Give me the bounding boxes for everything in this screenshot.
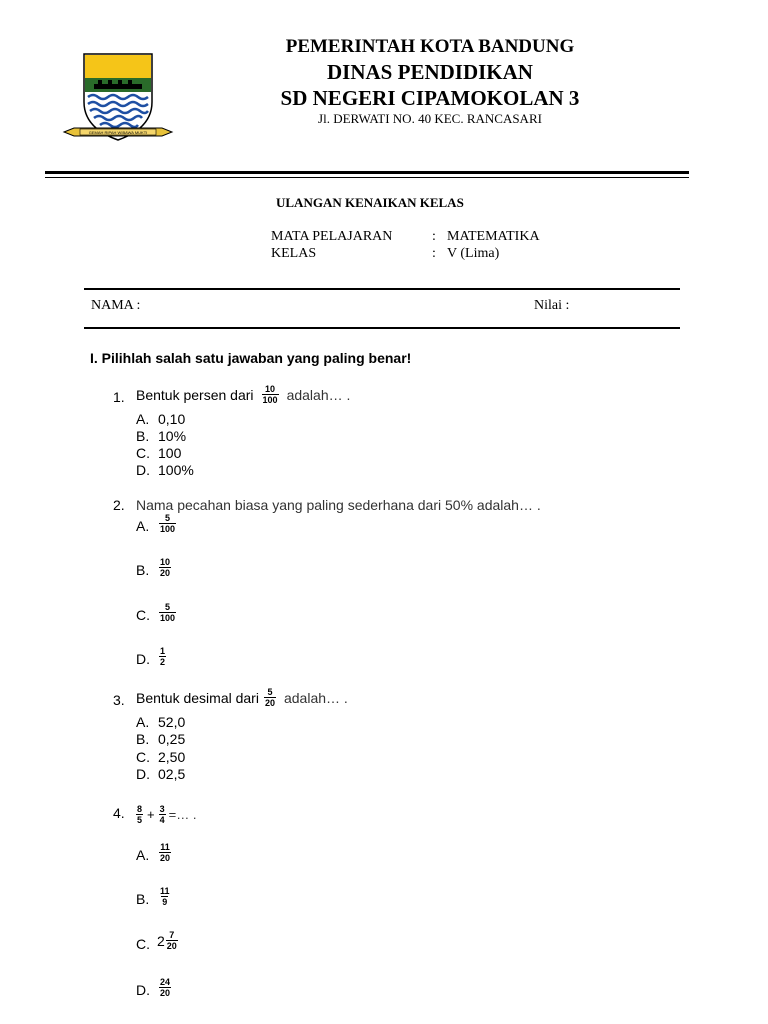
question-number: 4.: [113, 805, 125, 821]
q3-fraction: [264, 687, 276, 708]
fraction-denominator: 20: [160, 568, 171, 578]
option-letter: B.: [136, 562, 150, 578]
option-fraction: [156, 977, 174, 998]
fraction-denominator: 20: [160, 988, 171, 998]
fraction-numerator: 11: [160, 886, 170, 896]
option-value: 2,50: [158, 749, 186, 765]
fraction-denominator: 20: [160, 853, 171, 863]
option-letter: D.: [136, 651, 150, 667]
subject-value: MATEMATIKA: [447, 229, 540, 244]
option-letter: C.: [136, 749, 150, 765]
fraction-numerator: 24: [160, 977, 171, 987]
fraction-numerator: 3: [159, 804, 165, 814]
option-letter: B.: [136, 428, 150, 444]
fraction-numerator: 5: [165, 513, 171, 523]
name-label: NAMA :: [91, 298, 141, 313]
logo-banner-text: GEMAH RIPAH WIBAWA MUKTI: [88, 130, 148, 135]
fraction-denominator: 100: [160, 613, 176, 623]
fraction-denominator: 2: [160, 657, 166, 667]
option-fraction: [156, 886, 174, 907]
option-value: 52,0: [158, 714, 186, 730]
plus-sign: +: [147, 807, 155, 822]
school-logo: [60, 50, 176, 146]
option-letter: B.: [136, 731, 150, 747]
header-department: DINAS PENDIDIKAN: [327, 60, 533, 84]
option-fraction: [156, 602, 179, 623]
fraction-numerator: 8: [137, 804, 143, 814]
fraction-numerator: 1: [160, 646, 166, 656]
fraction-denominator: 4: [159, 815, 165, 825]
option-fraction: [156, 557, 174, 578]
option-letter: B.: [136, 891, 150, 907]
fraction-denominator: 9: [162, 897, 168, 907]
fraction-numerator: 10: [265, 384, 276, 394]
header-government: PEMERINTAH KOTA BANDUNG: [285, 36, 575, 57]
mixed-whole: 2: [157, 932, 165, 949]
question-1-text: [136, 384, 350, 405]
option-fraction: [156, 842, 174, 863]
option-fraction: [156, 513, 179, 534]
score-label: Nilai :: [534, 298, 570, 313]
option-letter: C.: [136, 445, 150, 461]
option-fraction: [156, 646, 169, 667]
option-letter: A.: [136, 411, 150, 427]
subject-colon: :: [432, 229, 436, 244]
option-value: 0,25: [158, 731, 186, 747]
class-label: KELAS: [271, 246, 317, 261]
fraction-denominator: 20: [264, 698, 275, 708]
fraction-denominator: 20: [166, 941, 177, 951]
q1-before: Bentuk persen dari: [136, 386, 254, 403]
section-title: I. Pilihlah salah satu jawaban yang paling benar!: [90, 350, 412, 366]
name-box-top-line: [84, 288, 680, 290]
question-number: 2.: [113, 497, 125, 513]
option-value: 02,5: [158, 766, 186, 782]
q3-before: Bentuk desimal dari: [136, 689, 259, 706]
fraction-numerator: 5: [267, 687, 273, 697]
q1-fraction: [262, 384, 279, 405]
question-number: 3.: [113, 692, 125, 708]
header-address: Jl. DERWATI NO. 40 KEC. RANCASARI: [318, 111, 542, 126]
name-box-bottom-line: [84, 327, 680, 329]
option-letter: D.: [136, 982, 150, 998]
q1-after: adalah… .: [286, 386, 351, 403]
option-letter: C.: [136, 936, 150, 952]
exam-title: ULANGAN KENAIKAN KELAS: [276, 195, 464, 210]
q3-after: adalah… .: [283, 689, 348, 706]
fraction-numerator: 11: [160, 842, 170, 852]
q4-after: =… .: [168, 807, 197, 822]
header-school-name: SD NEGERI CIPAMOKOLAN 3: [280, 86, 580, 110]
header-divider: [45, 171, 689, 174]
question-number: 1.: [113, 389, 125, 405]
option-letter: D.: [136, 462, 150, 478]
fraction-denominator: 100: [262, 395, 278, 405]
option-letter: A.: [136, 714, 150, 730]
option-value: 0,10: [158, 411, 186, 427]
question-4-expression: [136, 799, 196, 825]
option-letter: A.: [136, 847, 150, 863]
question-2-text: Nama pecahan biasa yang paling sederhana dari 50% adalah… .: [136, 497, 541, 513]
option-value: 100: [158, 445, 182, 461]
option-letter: C.: [136, 607, 150, 623]
option-value: 100%: [158, 462, 194, 478]
class-value: V (Lima): [447, 246, 500, 261]
header-divider-thin: [45, 177, 689, 178]
option-letter: D.: [136, 766, 150, 782]
fraction-numerator: 7: [169, 930, 175, 940]
fraction-numerator: 10: [160, 557, 171, 567]
subject-label: MATA PELAJARAN: [271, 229, 393, 244]
class-colon: :: [432, 246, 436, 261]
fraction-numerator: 5: [165, 602, 171, 612]
question-3-text: [136, 687, 348, 708]
option-mixed-number: [157, 930, 181, 951]
option-letter: A.: [136, 518, 150, 534]
fraction-denominator: 5: [137, 815, 143, 825]
option-value: 10%: [158, 428, 187, 444]
fraction-denominator: 100: [160, 524, 176, 534]
